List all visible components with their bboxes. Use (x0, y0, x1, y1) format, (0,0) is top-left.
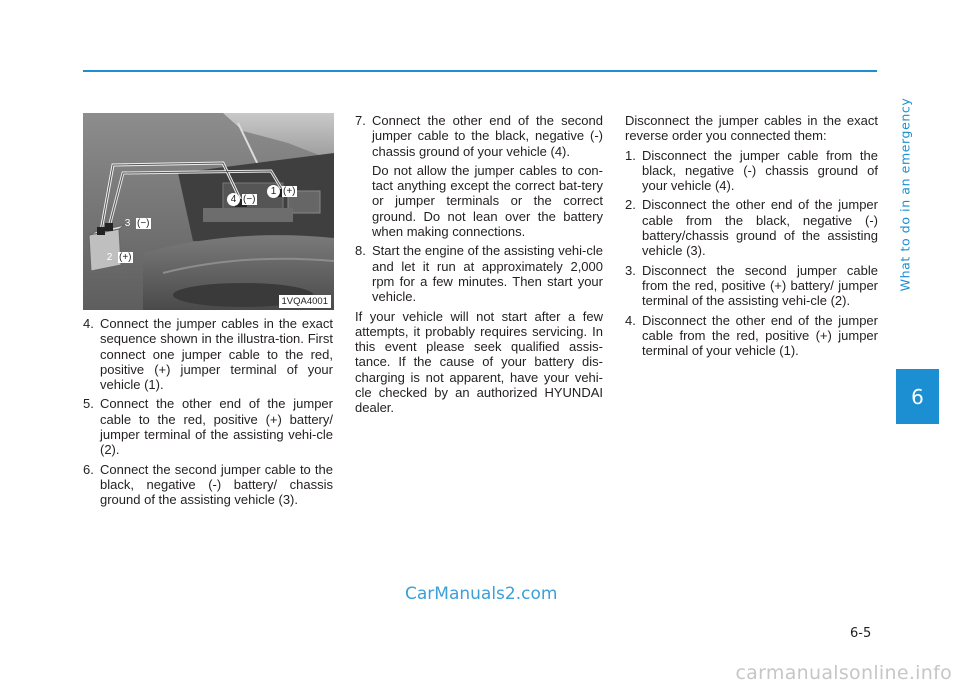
callout-1-number: 1 (267, 185, 280, 198)
callout-1-sign: (+) (283, 186, 296, 197)
chapter-number: 6 (911, 384, 924, 409)
disconnect-step-1 (625, 148, 878, 194)
step-text: Connect the other end of the second jumper cable to the black, negative (-) chassis ground of your vehicle (4). (372, 113, 603, 159)
step-7 (355, 113, 603, 159)
step-text: Connect the other end of the jumper cable to the red, positive (+) battery/ jumper terminal of the assisting vehi-cle (2). (100, 396, 333, 458)
step-number: 4. (625, 312, 636, 328)
watermark-carmanuals2: CarManuals2.com (405, 584, 558, 604)
callout-3-number: 3 (124, 218, 131, 229)
callout-2-number: 2 (106, 252, 113, 263)
step-number: 5. (83, 396, 94, 412)
chapter-number-badge (896, 369, 939, 424)
step-text: Disconnect the second jumper cable from the red, positive (+) battery/ jumper terminal of the assisting vehi-cle (2). (642, 262, 878, 309)
disconnect-step-2 (625, 197, 878, 258)
callout-2-sign: (+) (119, 252, 132, 263)
column-3 (625, 113, 878, 362)
caution-note: Do not allow the jumper cables to con-tact anything except the correct bat-tery or jumper terminals or the correct ground. Do not lean over the battery when making connections. (372, 162, 603, 240)
header-rule (83, 70, 877, 72)
engine-bay-drawing (83, 113, 334, 310)
servicing-paragraph: If your vehicle will not start after a few attempts, it probably requires servicing. In this event please seek qualified assis-tance. If the cause of your battery dis-charging is not apparent, have your vehi-cle checked by an authorized HYUNDAI dealer. (355, 308, 603, 416)
step-8 (355, 243, 603, 304)
callout-3 (121, 217, 151, 230)
callout-4-number: 4 (227, 193, 240, 206)
callout-1 (267, 185, 297, 198)
figure-label: 1VQA4001 (279, 295, 331, 308)
watermark-carmanualsonline: carmanualsonline.info (735, 662, 952, 684)
step-6 (83, 462, 333, 508)
disconnect-step-4 (625, 313, 878, 359)
step-text: Disconnect the jumper cable from the black, negative (-) chassis ground of your vehicle (4). (642, 147, 878, 194)
callout-2 (103, 251, 133, 264)
step-number: 4. (83, 316, 94, 331)
step-number: 1. (625, 147, 636, 163)
step-text: Disconnect the other end of the jumper cable from the black, negative (-) battery/chassis ground of the assisting vehicle (3). (642, 197, 878, 259)
step-number: 8. (355, 243, 366, 259)
callout-4 (227, 193, 257, 206)
disconnect-step-3 (625, 263, 878, 309)
step-5 (83, 396, 333, 457)
step-number: 3. (625, 262, 636, 278)
callout-3-sign: (−) (137, 218, 150, 229)
disconnect-intro: Disconnect the jumper cables in the exact reverse order you connected them: (625, 113, 878, 144)
chapter-title: What to do in an emergency (897, 97, 913, 291)
page-number: 6-5 (850, 626, 872, 641)
chapter-side-tab (896, 20, 914, 368)
column-1 (83, 316, 333, 512)
callout-4-sign: (−) (243, 194, 256, 205)
step-text: Start the engine of the assisting vehi-cle and let it run at approximately 2,000 rpm for a few minutes. Then start your vehicle. (372, 243, 603, 305)
step-number: 7. (355, 113, 366, 128)
step-text: Connect the jumper cables in the exact sequence shown in the illustra-tion. First connect one jumper cable to the red, positive (+) jumper terminal of your vehicle (1). (100, 316, 333, 393)
column-2 (355, 113, 603, 420)
step-number: 2. (625, 197, 636, 213)
step-number: 6. (83, 461, 94, 477)
step-text: Connect the second jumper cable to the black, negative (-) battery/ chassis ground of the assisting vehicle (3). (100, 461, 333, 508)
step-text: Disconnect the other end of the jumper cable from the red, positive (+) jumper terminal of your vehicle (1). (642, 312, 878, 359)
step-4 (83, 316, 333, 392)
jumper-cable-illustration (83, 113, 334, 310)
